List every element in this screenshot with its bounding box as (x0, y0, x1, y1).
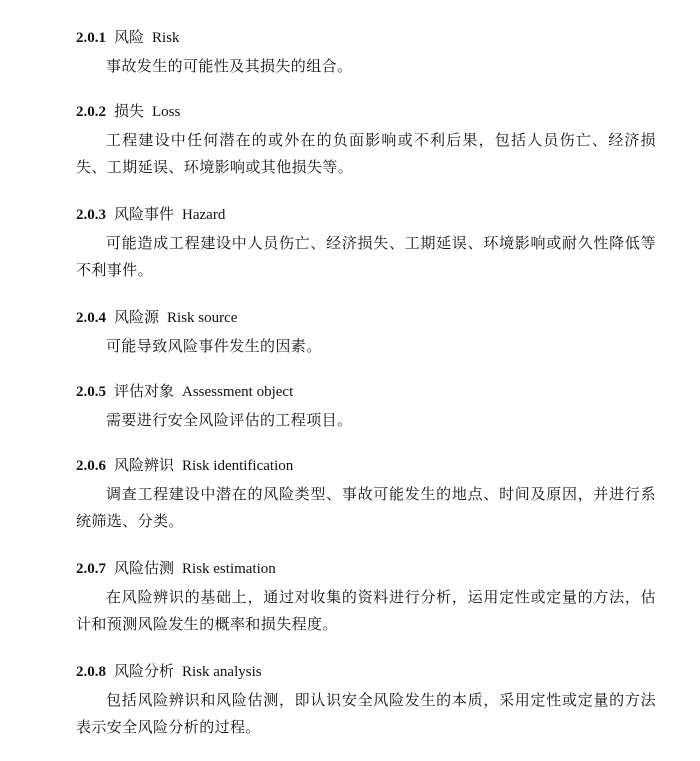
term-chinese: 评估对象 (114, 382, 175, 400)
term-chinese: 风险源 (114, 308, 160, 326)
term-2-0-5 (76, 380, 656, 434)
term-2-0-1 (76, 26, 656, 80)
term-heading (76, 100, 656, 122)
term-definition: 可能导致风险事件发生的因素。 (106, 337, 322, 355)
term-2-0-4 (76, 306, 656, 360)
term-heading (76, 454, 656, 476)
term-chinese: 风险事件 (114, 205, 175, 223)
term-english: Hazard (182, 207, 226, 223)
term-definition: 需要进行安全风险评估的工程项目。 (106, 411, 353, 429)
term-english: Risk source (167, 310, 238, 326)
term-definition: 工程建设中任何潜在的或外在的负面影响或不利后果，包括人员伤亡、经济损失、工期延误、环境影响或其他损失等。 (76, 131, 656, 176)
term-number: 2.0.1 (76, 30, 106, 46)
term-2-0-2 (76, 100, 656, 181)
term-heading (76, 306, 656, 328)
term-number: 2.0.8 (76, 664, 106, 680)
term-definition: 可能造成工程建设中人员伤亡、经济损失、工期延误、环境影响或耐久性降低等不利事件。 (76, 234, 656, 279)
term-heading (76, 26, 656, 48)
term-definition: 调查工程建设中潜在的风险类型、事故可能发生的地点、时间及原因，并进行系统筛选、分类。 (76, 485, 656, 530)
term-chinese: 风险 (114, 28, 145, 46)
term-chinese: 损失 (114, 102, 145, 120)
term-heading (76, 203, 656, 225)
term-english: Assessment object (182, 384, 294, 400)
term-definition: 事故发生的可能性及其损失的组合。 (106, 57, 353, 75)
term-english: Risk estimation (182, 561, 276, 577)
term-heading (76, 660, 656, 682)
term-number: 2.0.7 (76, 561, 106, 577)
term-definition: 包括风险辨识和风险估测，即认识安全风险发生的本质，采用定性或定量的方法表示安全风险分析的过程。 (76, 691, 656, 736)
term-2-0-6 (76, 454, 656, 535)
term-definition: 在风险辨识的基础上，通过对收集的资料进行分析，运用定性或定量的方法，估计和预测风险发生的概率和损失程度。 (76, 588, 656, 633)
term-number: 2.0.2 (76, 104, 106, 120)
term-number: 2.0.4 (76, 310, 106, 326)
term-english: Risk analysis (182, 664, 262, 680)
term-2-0-8 (76, 660, 656, 741)
term-number: 2.0.5 (76, 384, 106, 400)
term-chinese: 风险辨识 (114, 456, 175, 474)
term-number: 2.0.6 (76, 458, 106, 474)
term-2-0-3 (76, 203, 656, 284)
term-chinese: 风险分析 (114, 662, 175, 680)
term-chinese: 风险估测 (114, 559, 175, 577)
term-english: Risk identification (182, 458, 294, 474)
term-number: 2.0.3 (76, 207, 106, 223)
term-heading (76, 557, 656, 579)
term-heading (76, 380, 656, 402)
term-2-0-7 (76, 557, 656, 638)
term-english: Loss (152, 104, 181, 120)
term-english: Risk (152, 30, 180, 46)
